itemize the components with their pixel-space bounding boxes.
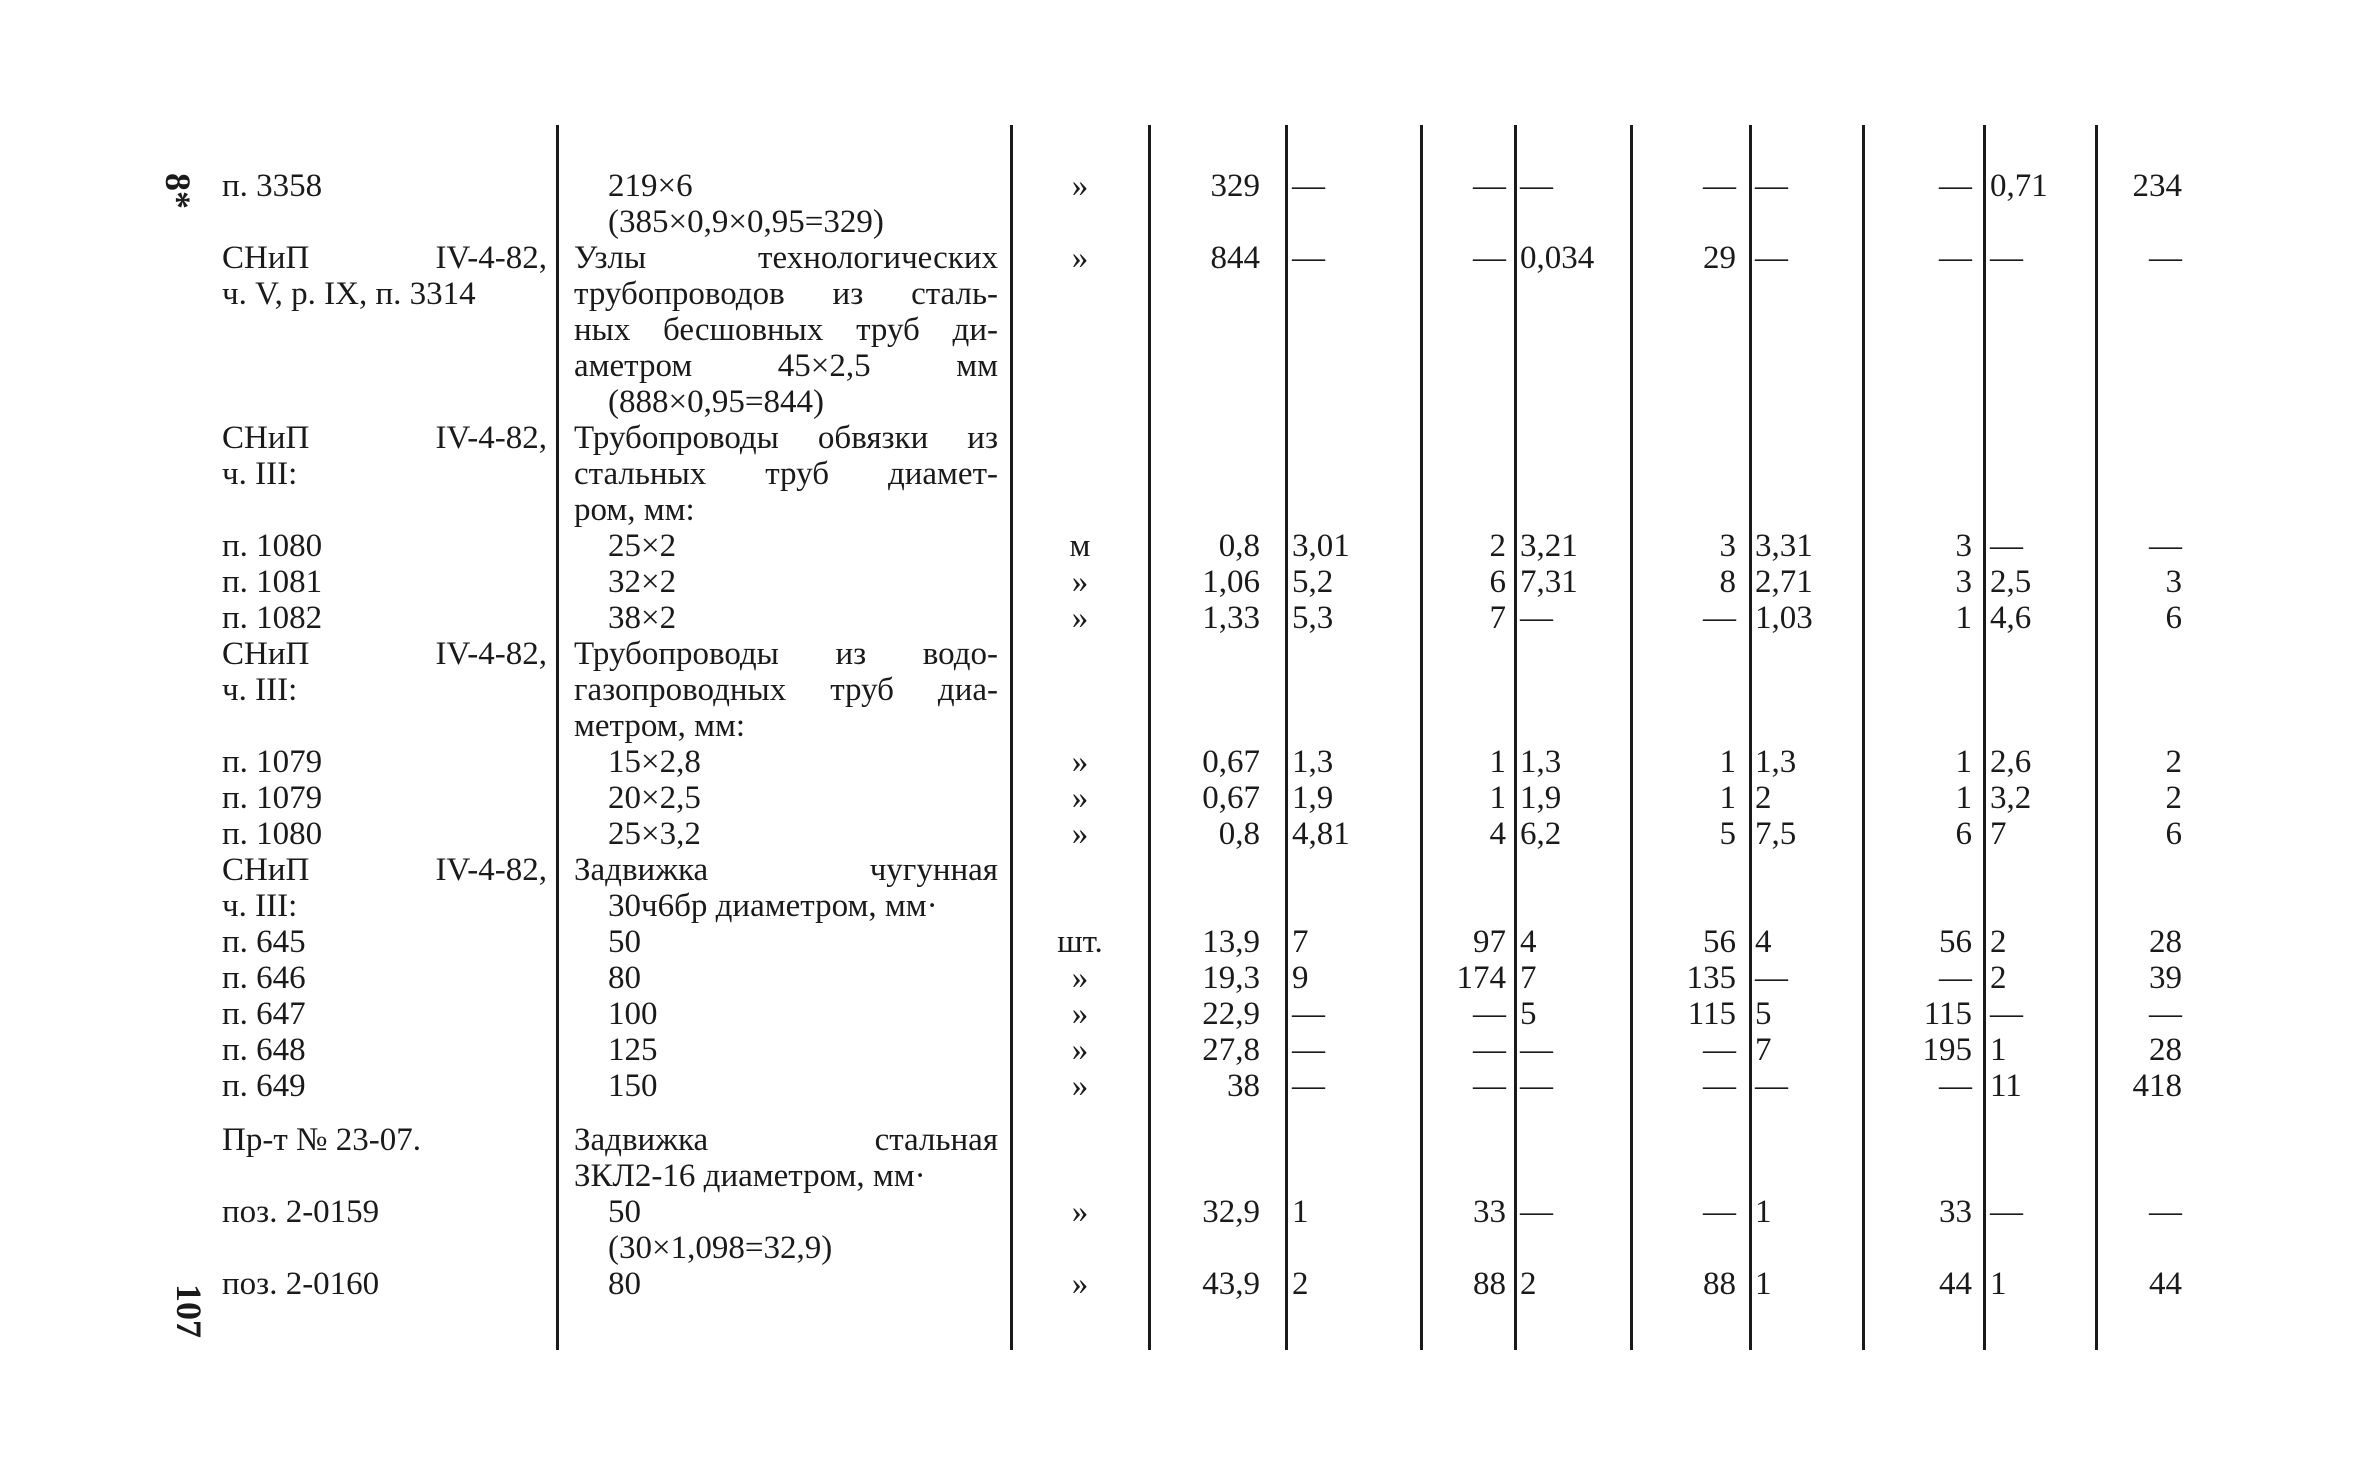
- cell-unit: »: [1071, 960, 1089, 996]
- reference-line: п. 1080: [222, 816, 323, 852]
- column-rule: [1862, 125, 1865, 1350]
- cell-c8: —: [2149, 528, 2182, 564]
- column-rule: [1983, 125, 1986, 1350]
- cell-c2: —: [1473, 240, 1506, 276]
- cell-c6: 56: [1939, 924, 1972, 960]
- cell-qty: 1,06: [1202, 564, 1260, 600]
- description-line: 15×2,8: [608, 744, 701, 780]
- page-number: 107: [169, 1284, 209, 1338]
- cell-c3: —: [1520, 168, 1553, 204]
- cell-unit: »: [1071, 780, 1089, 816]
- cell-c8: 44: [2149, 1266, 2182, 1302]
- cell-c8: 418: [2132, 1068, 2182, 1104]
- description-line: 125: [608, 1032, 658, 1068]
- column-rule: [1749, 125, 1752, 1350]
- cell-c8: 28: [2149, 924, 2182, 960]
- cell-c4: 56: [1703, 924, 1736, 960]
- reference-line: п. 1082: [222, 600, 323, 636]
- description-line: аметром 45×2,5 мм: [574, 348, 998, 384]
- cell-qty: 32,9: [1202, 1194, 1260, 1230]
- reference-line: п. 3358: [222, 168, 323, 204]
- cell-c6: 3: [1955, 564, 1972, 600]
- description-line: газопроводных труб диа-: [574, 672, 998, 708]
- cell-c6: —: [1939, 960, 1972, 996]
- cell-qty: 1,33: [1202, 600, 1260, 636]
- cell-c3: —: [1520, 600, 1553, 636]
- cell-unit: шт.: [1057, 924, 1103, 960]
- column-rule: [1420, 125, 1423, 1350]
- cell-qty: 19,3: [1202, 960, 1260, 996]
- cell-c2: 1: [1489, 744, 1506, 780]
- cell-c2: 97: [1473, 924, 1506, 960]
- cell-qty: 0,67: [1202, 780, 1260, 816]
- description-line: трубопроводов из сталь-: [574, 276, 998, 312]
- cell-c6: —: [1939, 1068, 1972, 1104]
- cell-c6: 195: [1922, 1032, 1972, 1068]
- cell-c6: 44: [1939, 1266, 1972, 1302]
- description-line: Задвижка стальная: [574, 1122, 998, 1158]
- cell-c1: 5,3: [1292, 600, 1334, 636]
- description-line: 38×2: [608, 600, 677, 636]
- column-rule: [2095, 125, 2098, 1350]
- cell-c5: —: [1755, 168, 1788, 204]
- cell-c5: 1,3: [1755, 744, 1797, 780]
- cell-c7: —: [1990, 528, 2023, 564]
- cell-c5: 7,5: [1755, 816, 1797, 852]
- cell-c1: 7: [1292, 924, 1309, 960]
- description-line: 80: [608, 1266, 641, 1302]
- cell-c6: 33: [1939, 1194, 1972, 1230]
- cell-c7: —: [1990, 996, 2023, 1032]
- description-line: 25×2: [608, 528, 677, 564]
- reference-line: ч. III:: [222, 456, 298, 492]
- cell-c7: 2: [1990, 960, 2007, 996]
- description-line: Узлы технологических: [574, 240, 998, 276]
- reference-line: п. 647: [222, 996, 306, 1032]
- cell-c5: —: [1755, 960, 1788, 996]
- cell-c2: 7: [1489, 600, 1506, 636]
- cell-c2: 1: [1489, 780, 1506, 816]
- cell-unit: »: [1071, 240, 1089, 276]
- column-rule: [1630, 125, 1633, 1350]
- cell-c1: 4,81: [1292, 816, 1350, 852]
- cell-c8: 3: [2165, 564, 2182, 600]
- description-line: стальных труб диамет-: [574, 456, 998, 492]
- description-line: 30ч6бр диаметром, мм·: [608, 888, 938, 924]
- reference-line: п. 646: [222, 960, 306, 996]
- cell-unit: »: [1071, 1194, 1089, 1230]
- cell-c4: —: [1703, 600, 1736, 636]
- cell-c8: 39: [2149, 960, 2182, 996]
- reference-line: п. 648: [222, 1032, 306, 1068]
- cell-c4: 3: [1719, 528, 1736, 564]
- cell-c7: 7: [1990, 816, 2007, 852]
- cell-c1: 1,3: [1292, 744, 1334, 780]
- cell-qty: 38: [1227, 1068, 1260, 1104]
- cell-c6: —: [1939, 168, 1972, 204]
- cell-unit: »: [1071, 600, 1089, 636]
- cell-c8: —: [2149, 1194, 2182, 1230]
- description-line: Трубопроводы из водо-: [574, 636, 998, 672]
- cell-unit: »: [1071, 744, 1089, 780]
- cell-c3: 7: [1520, 960, 1537, 996]
- cell-c4: 29: [1703, 240, 1736, 276]
- cell-c5: 2,71: [1755, 564, 1813, 600]
- cell-c8: 2: [2165, 744, 2182, 780]
- cell-c4: 115: [1687, 996, 1736, 1032]
- cell-qty: 0,8: [1218, 528, 1260, 564]
- reference-line: СНиП IV-4-82,: [222, 420, 547, 456]
- cell-c4: —: [1703, 168, 1736, 204]
- description-line: Задвижка чугунная: [574, 852, 998, 888]
- cell-c1: —: [1292, 1068, 1325, 1104]
- cell-c8: 6: [2165, 600, 2182, 636]
- cell-c3: 1,3: [1520, 744, 1562, 780]
- cell-c8: —: [2149, 996, 2182, 1032]
- cell-c1: 3,01: [1292, 528, 1350, 564]
- cell-c7: 2: [1990, 924, 2007, 960]
- reference-line: п. 1080: [222, 528, 323, 564]
- description-line: 219×6: [608, 168, 693, 204]
- cell-c7: 2,5: [1990, 564, 2032, 600]
- cell-c2: —: [1473, 1068, 1506, 1104]
- cell-c1: 9: [1292, 960, 1309, 996]
- description-line: 32×2: [608, 564, 677, 600]
- cell-c3: 7,31: [1520, 564, 1578, 600]
- cell-c5: 5: [1755, 996, 1772, 1032]
- cell-c1: —: [1292, 168, 1325, 204]
- cell-c2: 33: [1473, 1194, 1506, 1230]
- cell-c7: 0,71: [1990, 168, 2048, 204]
- cell-c5: —: [1755, 240, 1788, 276]
- description-line: (888×0,95=844): [608, 384, 824, 420]
- cell-c1: —: [1292, 1032, 1325, 1068]
- reference-line: п. 649: [222, 1068, 306, 1104]
- cell-unit: »: [1071, 816, 1089, 852]
- column-rule: [1010, 125, 1013, 1350]
- cell-c3: 6,2: [1520, 816, 1562, 852]
- cell-c2: 2: [1489, 528, 1506, 564]
- cell-c2: —: [1473, 168, 1506, 204]
- cell-c5: 2: [1755, 780, 1772, 816]
- cell-c2: 4: [1489, 816, 1506, 852]
- description-line: 25×3,2: [608, 816, 701, 852]
- cell-c3: 0,034: [1520, 240, 1595, 276]
- reference-line: п. 1079: [222, 744, 323, 780]
- reference-line: СНиП IV-4-82,: [222, 636, 547, 672]
- cell-c7: 2,6: [1990, 744, 2032, 780]
- cell-c1: —: [1292, 996, 1325, 1032]
- cell-unit: »: [1071, 1032, 1089, 1068]
- column-rule: [1148, 125, 1151, 1350]
- cell-c4: 8: [1719, 564, 1736, 600]
- reference-line: п. 1079: [222, 780, 323, 816]
- reference-line: ч. III:: [222, 672, 298, 708]
- cell-c3: 3,21: [1520, 528, 1578, 564]
- cell-qty: 22,9: [1202, 996, 1260, 1032]
- cell-c3: —: [1520, 1032, 1553, 1068]
- cell-unit: »: [1071, 1266, 1089, 1302]
- reference-line: п. 1081: [222, 564, 323, 600]
- description-line: ром, мм:: [574, 492, 695, 528]
- cell-c8: —: [2149, 240, 2182, 276]
- cell-c7: 1: [1990, 1032, 2007, 1068]
- cell-c7: —: [1990, 240, 2023, 276]
- cell-c4: 135: [1686, 960, 1736, 996]
- cell-c1: 1: [1292, 1194, 1309, 1230]
- cell-qty: 43,9: [1202, 1266, 1260, 1302]
- cell-qty: 0,8: [1218, 816, 1260, 852]
- cell-c4: 88: [1703, 1266, 1736, 1302]
- description-line: 50: [608, 924, 641, 960]
- cell-c4: —: [1703, 1194, 1736, 1230]
- cell-qty: 844: [1210, 240, 1260, 276]
- description-line: 50: [608, 1194, 641, 1230]
- description-line: метром, мм:: [574, 708, 746, 744]
- description-line: 80: [608, 960, 641, 996]
- cell-c3: —: [1520, 1194, 1553, 1230]
- cell-c7: 1: [1990, 1266, 2007, 1302]
- margin-mark: 8*: [158, 173, 198, 209]
- description-line: Трубопроводы обвязки из: [574, 420, 998, 456]
- cell-c6: 3: [1955, 528, 1972, 564]
- cell-c1: —: [1292, 240, 1325, 276]
- cell-c6: 6: [1955, 816, 1972, 852]
- column-rule: [1285, 125, 1288, 1350]
- reference-line: СНиП IV-4-82,: [222, 852, 547, 888]
- cell-c1: 1,9: [1292, 780, 1334, 816]
- description-line: 150: [608, 1068, 658, 1104]
- cell-c7: —: [1990, 1194, 2023, 1230]
- cell-c1: 2: [1292, 1266, 1309, 1302]
- cell-c2: —: [1473, 996, 1506, 1032]
- cell-unit: »: [1071, 168, 1089, 204]
- cell-c3: 1,9: [1520, 780, 1562, 816]
- cell-c4: —: [1703, 1068, 1736, 1104]
- cell-c6: 1: [1955, 600, 1972, 636]
- cell-c6: 1: [1955, 744, 1972, 780]
- cell-unit: »: [1071, 564, 1089, 600]
- reference-line: п. 645: [222, 924, 306, 960]
- reference-line: Пр-т № 23-07.: [222, 1122, 421, 1158]
- cell-c3: 2: [1520, 1266, 1537, 1302]
- cell-c4: 1: [1719, 780, 1736, 816]
- cell-c7: 4,6: [1990, 600, 2032, 636]
- cell-c6: —: [1939, 240, 1972, 276]
- cell-c6: 115: [1923, 996, 1972, 1032]
- reference-line: ч. III:: [222, 888, 298, 924]
- reference-line: поз. 2-0159: [222, 1194, 380, 1230]
- cell-c8: 6: [2165, 816, 2182, 852]
- cell-c5: 1: [1755, 1266, 1772, 1302]
- cell-c2: 174: [1456, 960, 1506, 996]
- description-line: 20×2,5: [608, 780, 701, 816]
- description-line: 100: [608, 996, 658, 1032]
- cell-c7: 3,2: [1990, 780, 2032, 816]
- cell-c8: 234: [2132, 168, 2182, 204]
- cell-c4: 1: [1719, 744, 1736, 780]
- cell-c5: —: [1755, 1068, 1788, 1104]
- cell-c8: 2: [2165, 780, 2182, 816]
- cell-unit: »: [1071, 1068, 1089, 1104]
- cell-c2: —: [1473, 1032, 1506, 1068]
- column-rule: [556, 125, 559, 1350]
- cell-c2: 88: [1473, 1266, 1506, 1302]
- cell-c7: 11: [1990, 1068, 2022, 1104]
- description-line: (385×0,9×0,95=329): [608, 204, 884, 240]
- cell-c5: 1: [1755, 1194, 1772, 1230]
- cell-c1: 5,2: [1292, 564, 1334, 600]
- cell-unit: »: [1071, 996, 1089, 1032]
- cell-c6: 1: [1955, 780, 1972, 816]
- cell-c2: 6: [1489, 564, 1506, 600]
- cell-unit: м: [1069, 528, 1091, 564]
- cell-c3: 4: [1520, 924, 1537, 960]
- cell-qty: 0,67: [1202, 744, 1260, 780]
- description-line: (30×1,098=32,9): [608, 1230, 833, 1266]
- reference-line: ч. V, р. IX, п. 3314: [222, 276, 476, 312]
- cell-c8: 28: [2149, 1032, 2182, 1068]
- cell-c5: 4: [1755, 924, 1772, 960]
- cell-qty: 329: [1210, 168, 1260, 204]
- reference-line: поз. 2-0160: [222, 1266, 380, 1302]
- description-line: ных бесшовных труб ди-: [574, 312, 998, 348]
- reference-line: СНиП IV-4-82,: [222, 240, 547, 276]
- cell-c5: 7: [1755, 1032, 1772, 1068]
- cell-c4: —: [1703, 1032, 1736, 1068]
- description-line: ЗКЛ2-16 диаметром, мм·: [574, 1158, 926, 1194]
- cell-c5: 1,03: [1755, 600, 1813, 636]
- cell-qty: 13,9: [1202, 924, 1260, 960]
- cell-c3: 5: [1520, 996, 1537, 1032]
- cell-c4: 5: [1719, 816, 1736, 852]
- cell-c3: —: [1520, 1068, 1553, 1104]
- cell-c5: 3,31: [1755, 528, 1813, 564]
- cell-qty: 27,8: [1202, 1032, 1260, 1068]
- column-rule: [1514, 125, 1517, 1350]
